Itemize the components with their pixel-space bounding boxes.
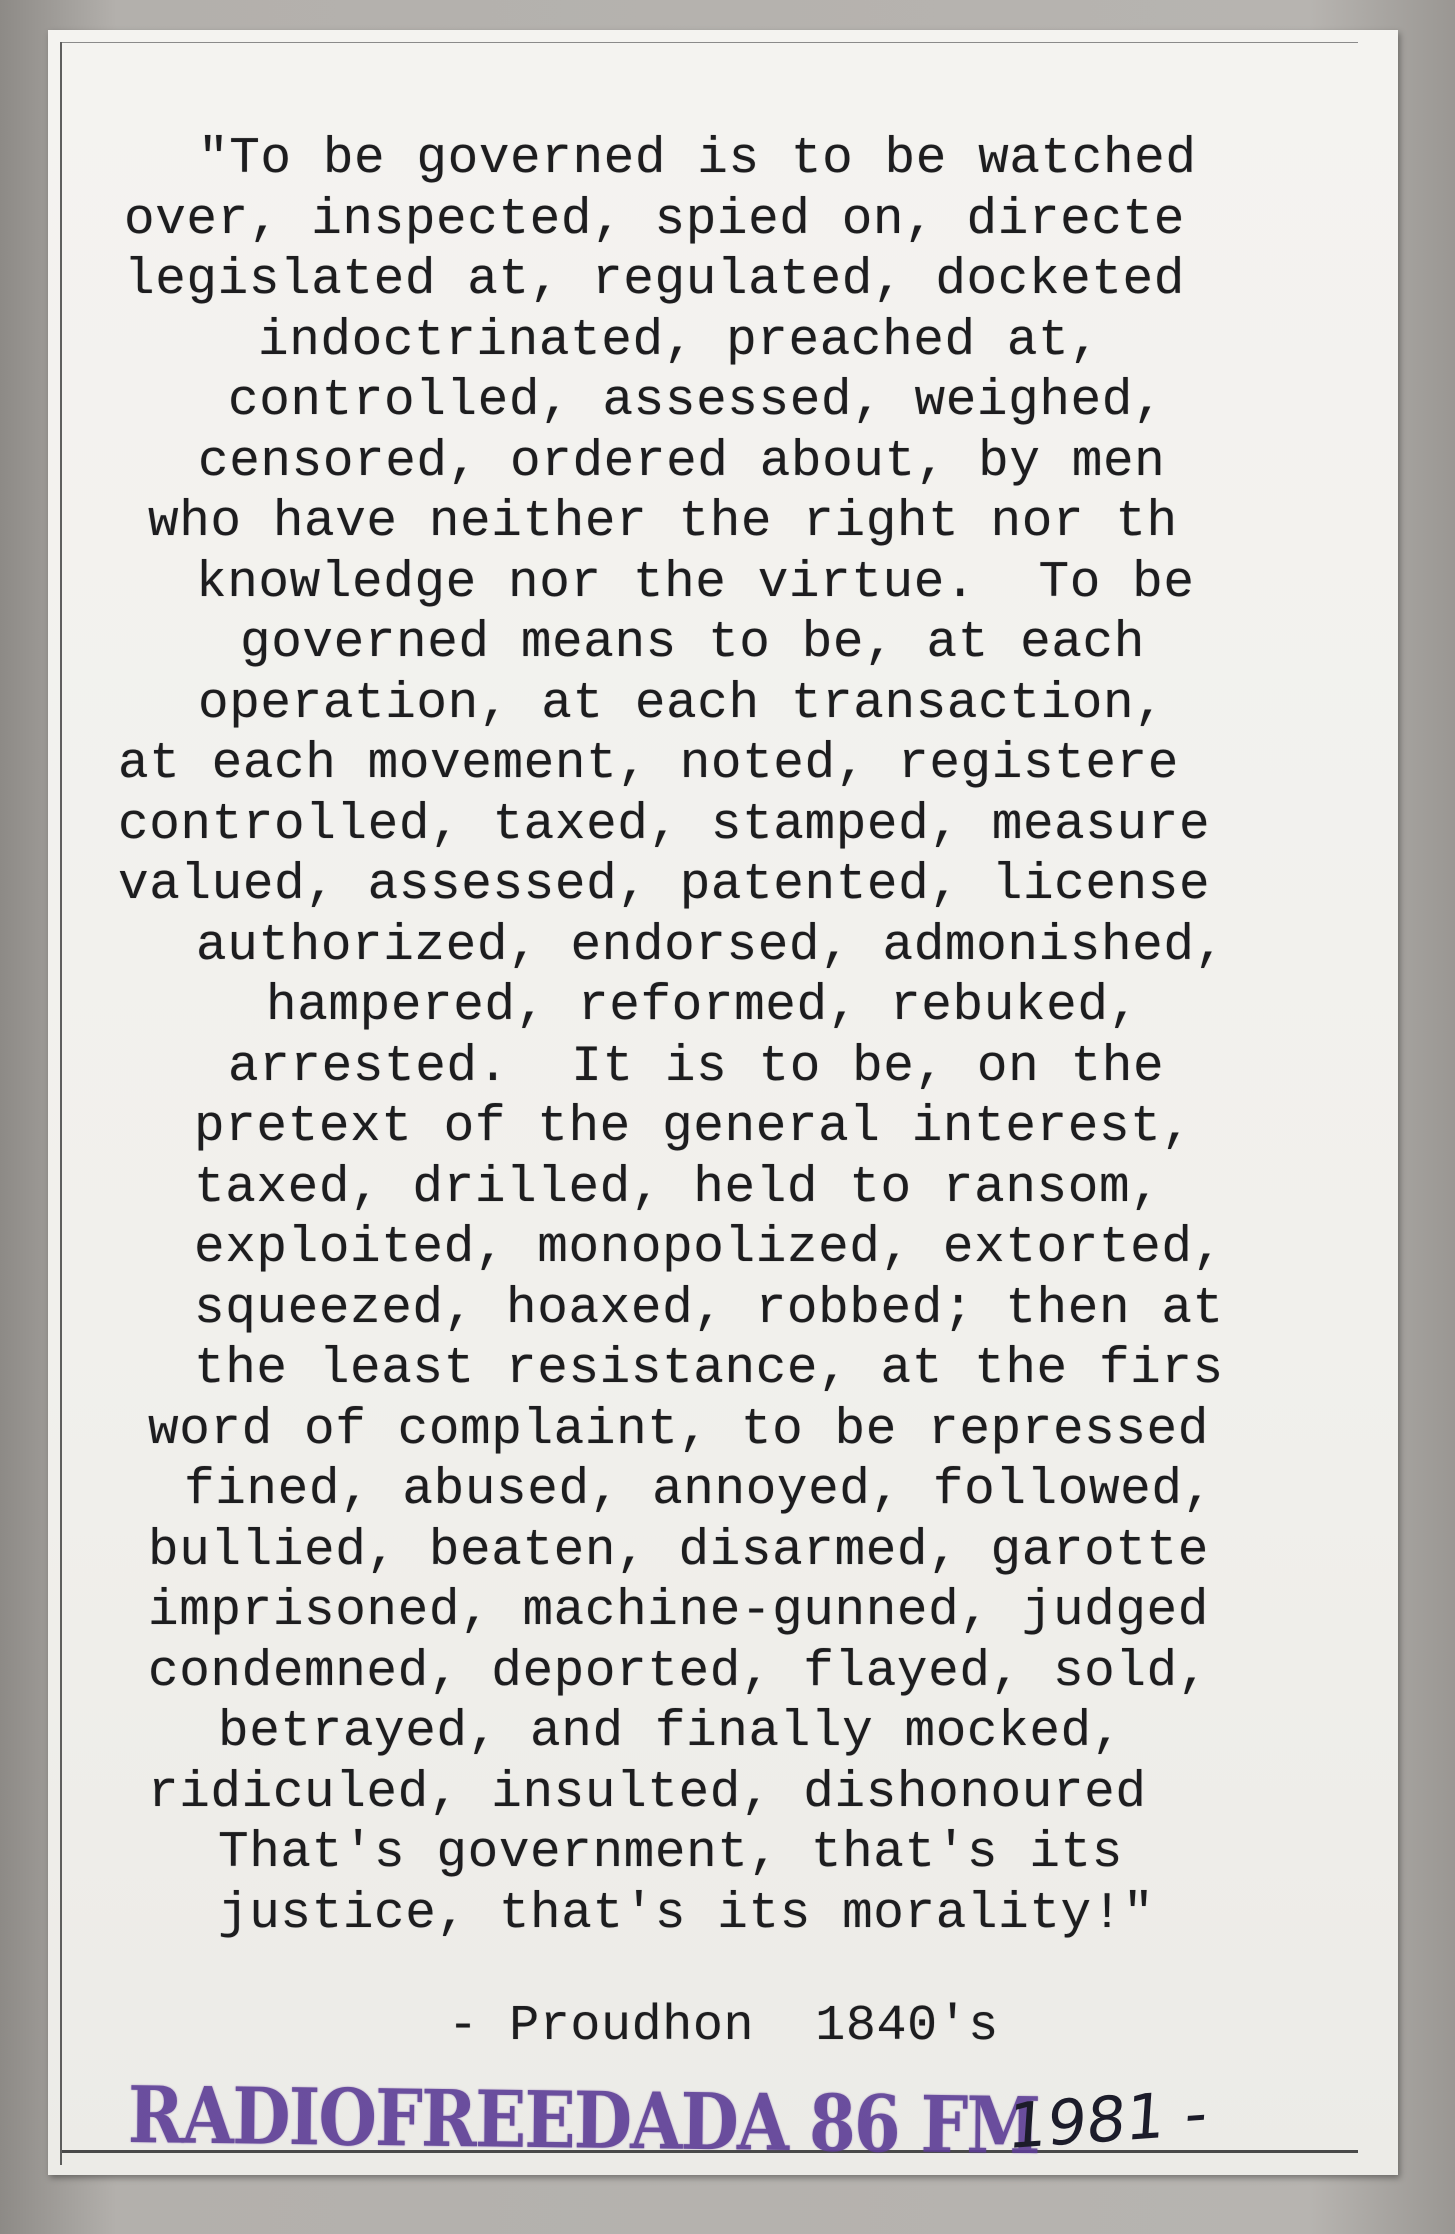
quote-line-20: squeezed, hoaxed, robbed; then at [194, 1280, 1224, 1338]
quote-line-1: "To be governed is to be watched [198, 131, 1197, 188]
quote-line-21: the least resistance, at the firs [194, 1341, 1224, 1398]
quote-line-22: word of complaint, to be repressed [148, 1401, 1209, 1459]
quote-line-29: That's government, that's its [218, 1825, 1123, 1882]
quote-line-17: pretext of the general interest, [194, 1099, 1193, 1156]
paper-clipping [48, 30, 1398, 2175]
top-border-line [62, 42, 1358, 43]
quote-line-30: justice, that's its morality!" [218, 1885, 1155, 1943]
quote-line-10: operation, at each transaction, [198, 675, 1166, 733]
quote-line-12: controlled, taxed, stamped, measure [118, 796, 1211, 854]
quote-line-28: ridiculed, insulted, dishonoured [148, 1764, 1147, 1822]
quote-line-19: exploited, monopolized, extorted, [194, 1220, 1224, 1277]
quote-line-25: imprisoned, machine-gunned, judged [148, 1583, 1209, 1640]
quote-line-8: knowledge nor the virtue. To be [196, 554, 1195, 612]
quote-line-15: hampered, reformed, rebuked, [266, 978, 1140, 1035]
quote-line-13: valued, assessed, patented, license [118, 857, 1211, 914]
handwritten-year: 1981 - [1005, 2075, 1210, 2164]
quote-line-14: authorized, endorsed, admonished, [196, 917, 1226, 975]
quote-line-26: condemned, deported, flayed, sold, [148, 1643, 1209, 1701]
quote-line-5: controlled, assessed, weighed, [228, 373, 1165, 430]
quote-line-4: indoctrinated, preached at, [258, 312, 1101, 370]
quote-line-16: arrested. It is to be, on the [228, 1038, 1165, 1096]
quote-line-2: over, inspected, spied on, directe [124, 191, 1185, 249]
quote-line-6: censored, ordered about, by men [198, 433, 1166, 491]
left-border-line [60, 42, 62, 2165]
quote-text [118, 130, 1398, 1945]
quote-line-11: at each movement, noted, registere [118, 736, 1179, 793]
quote-line-27: betrayed, and finally mocked, [218, 1704, 1123, 1761]
quote-line-7: who have neither the right nor th [148, 494, 1178, 551]
radio-station-stamp: RADIOFREEDADA 86 FM [127, 2070, 1040, 2173]
quote-line-3: legislated at, regulated, docketed [124, 252, 1185, 309]
attribution-line: - Proudhon 1840's [448, 1998, 999, 2055]
quote-line-23: fined, abused, annoyed, followed, [184, 1462, 1214, 1519]
quote-line-24: bullied, beaten, disarmed, garotte [148, 1522, 1209, 1580]
quote-line-18: taxed, drilled, held to ransom, [194, 1159, 1162, 1217]
quote-line-9: governed means to be, at each [240, 615, 1145, 672]
